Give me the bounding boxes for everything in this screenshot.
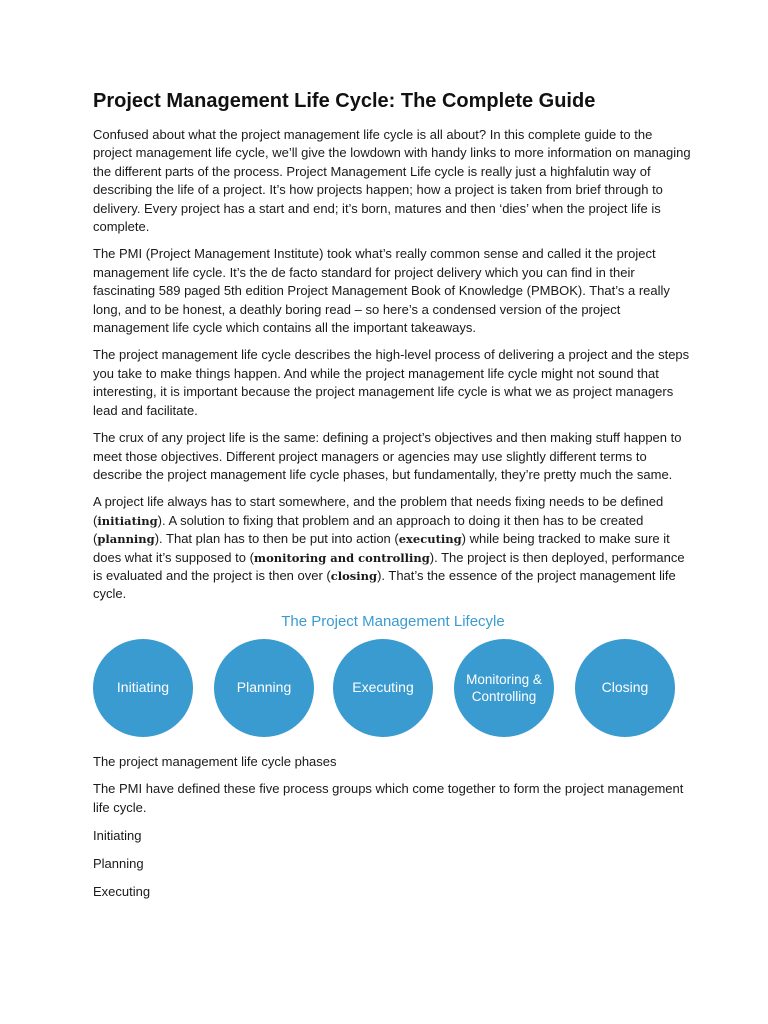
term-closing: closing (330, 568, 378, 583)
document-content (93, 88, 693, 910)
term-planning: planning (97, 532, 155, 547)
text-fragment: ). That plan has to then be put into action ( (154, 531, 399, 547)
list-item: Initiating (93, 827, 142, 843)
phase-circle-closing: Closing (575, 639, 675, 737)
description-paragraph: The project management life cycle describes the high-level process of delivering a project and the steps you take to make things happen. And while the project management life cycle might not sound that interesting, it is important because the project management life cycle is what we as project managers lead and facilitate. (93, 347, 690, 418)
phase-circle-executing: Executing (333, 639, 433, 737)
diagram-caption: The project management life cycle phases (93, 753, 337, 769)
phase-circle-planning: Planning (214, 639, 314, 737)
diagram-title: The Project Management Lifecyle (281, 612, 505, 630)
phase-circle-monitoring-controlling: Monitoring & Controlling (454, 639, 554, 737)
page-title: Project Management Life Cycle: The Complete Guide (93, 90, 596, 112)
list-item: Planning (93, 855, 144, 871)
text-fragment: ). That’s the essence of the project management life cycle. (93, 567, 676, 602)
phase-circle-initiating: Initiating (93, 639, 193, 737)
intro-paragraph: Confused about what the project management life cycle is all about? In this complete guide to the project management life cycle, we’ll give the lowdown with handy links to more information on managing the different parts of the process. Project Management Life cycle is really just a highfalutin way of describing the life of a project. It’s how projects happen; how a project is taken from brief through to delivery. Every project has a start and end; it’s born, matures and then ‘dies’ when the project life is complete. (93, 127, 691, 235)
text-fragment: ). The project is then deployed, performance is evaluated and the project is then over ( (93, 549, 685, 583)
text-fragment: ). A solution to fixing that problem and an approach to doing it then has to be created ( (93, 512, 644, 547)
process-groups-paragraph: The PMI have defined these five process groups which come together to form the project management life cycle. (93, 781, 684, 815)
term-monitoring: monitoring and controlling (253, 550, 430, 565)
text-fragment: ) while being tracked to make sure it does what it’s supposed to ( (93, 531, 670, 565)
lifecycle-diagram (93, 613, 693, 753)
term-executing: executing (398, 532, 462, 547)
term-initiating: initiating (97, 513, 158, 528)
list-item: Executing (93, 883, 151, 899)
pmi-paragraph: The PMI (Project Management Institute) took what’s really common sense and called it the project management life cycle. It’s the de facto standard for project delivery which you can find in their fascinating 589 paged 5th edition Project Management Book of Knowledge (PMBOK). That’s a really long, and to be honest, a deathly boring read – so here’s a condensed version of the project management life cycle which contains all the important takeaways. (93, 246, 670, 336)
phase-circles (93, 639, 693, 739)
phases-paragraph (93, 493, 693, 603)
crux-paragraph: The crux of any project life is the same: defining a project’s objectives and then making stuff happen to meet those objectives. Different project managers or agencies may use slightly different terms to describe the project management life cycle phases, but fundamentally, they’re pretty much the same. (93, 430, 682, 482)
text-fragment: A project life always has to start somewhere, and the problem that needs fixing needs to be defined ( (93, 494, 664, 528)
